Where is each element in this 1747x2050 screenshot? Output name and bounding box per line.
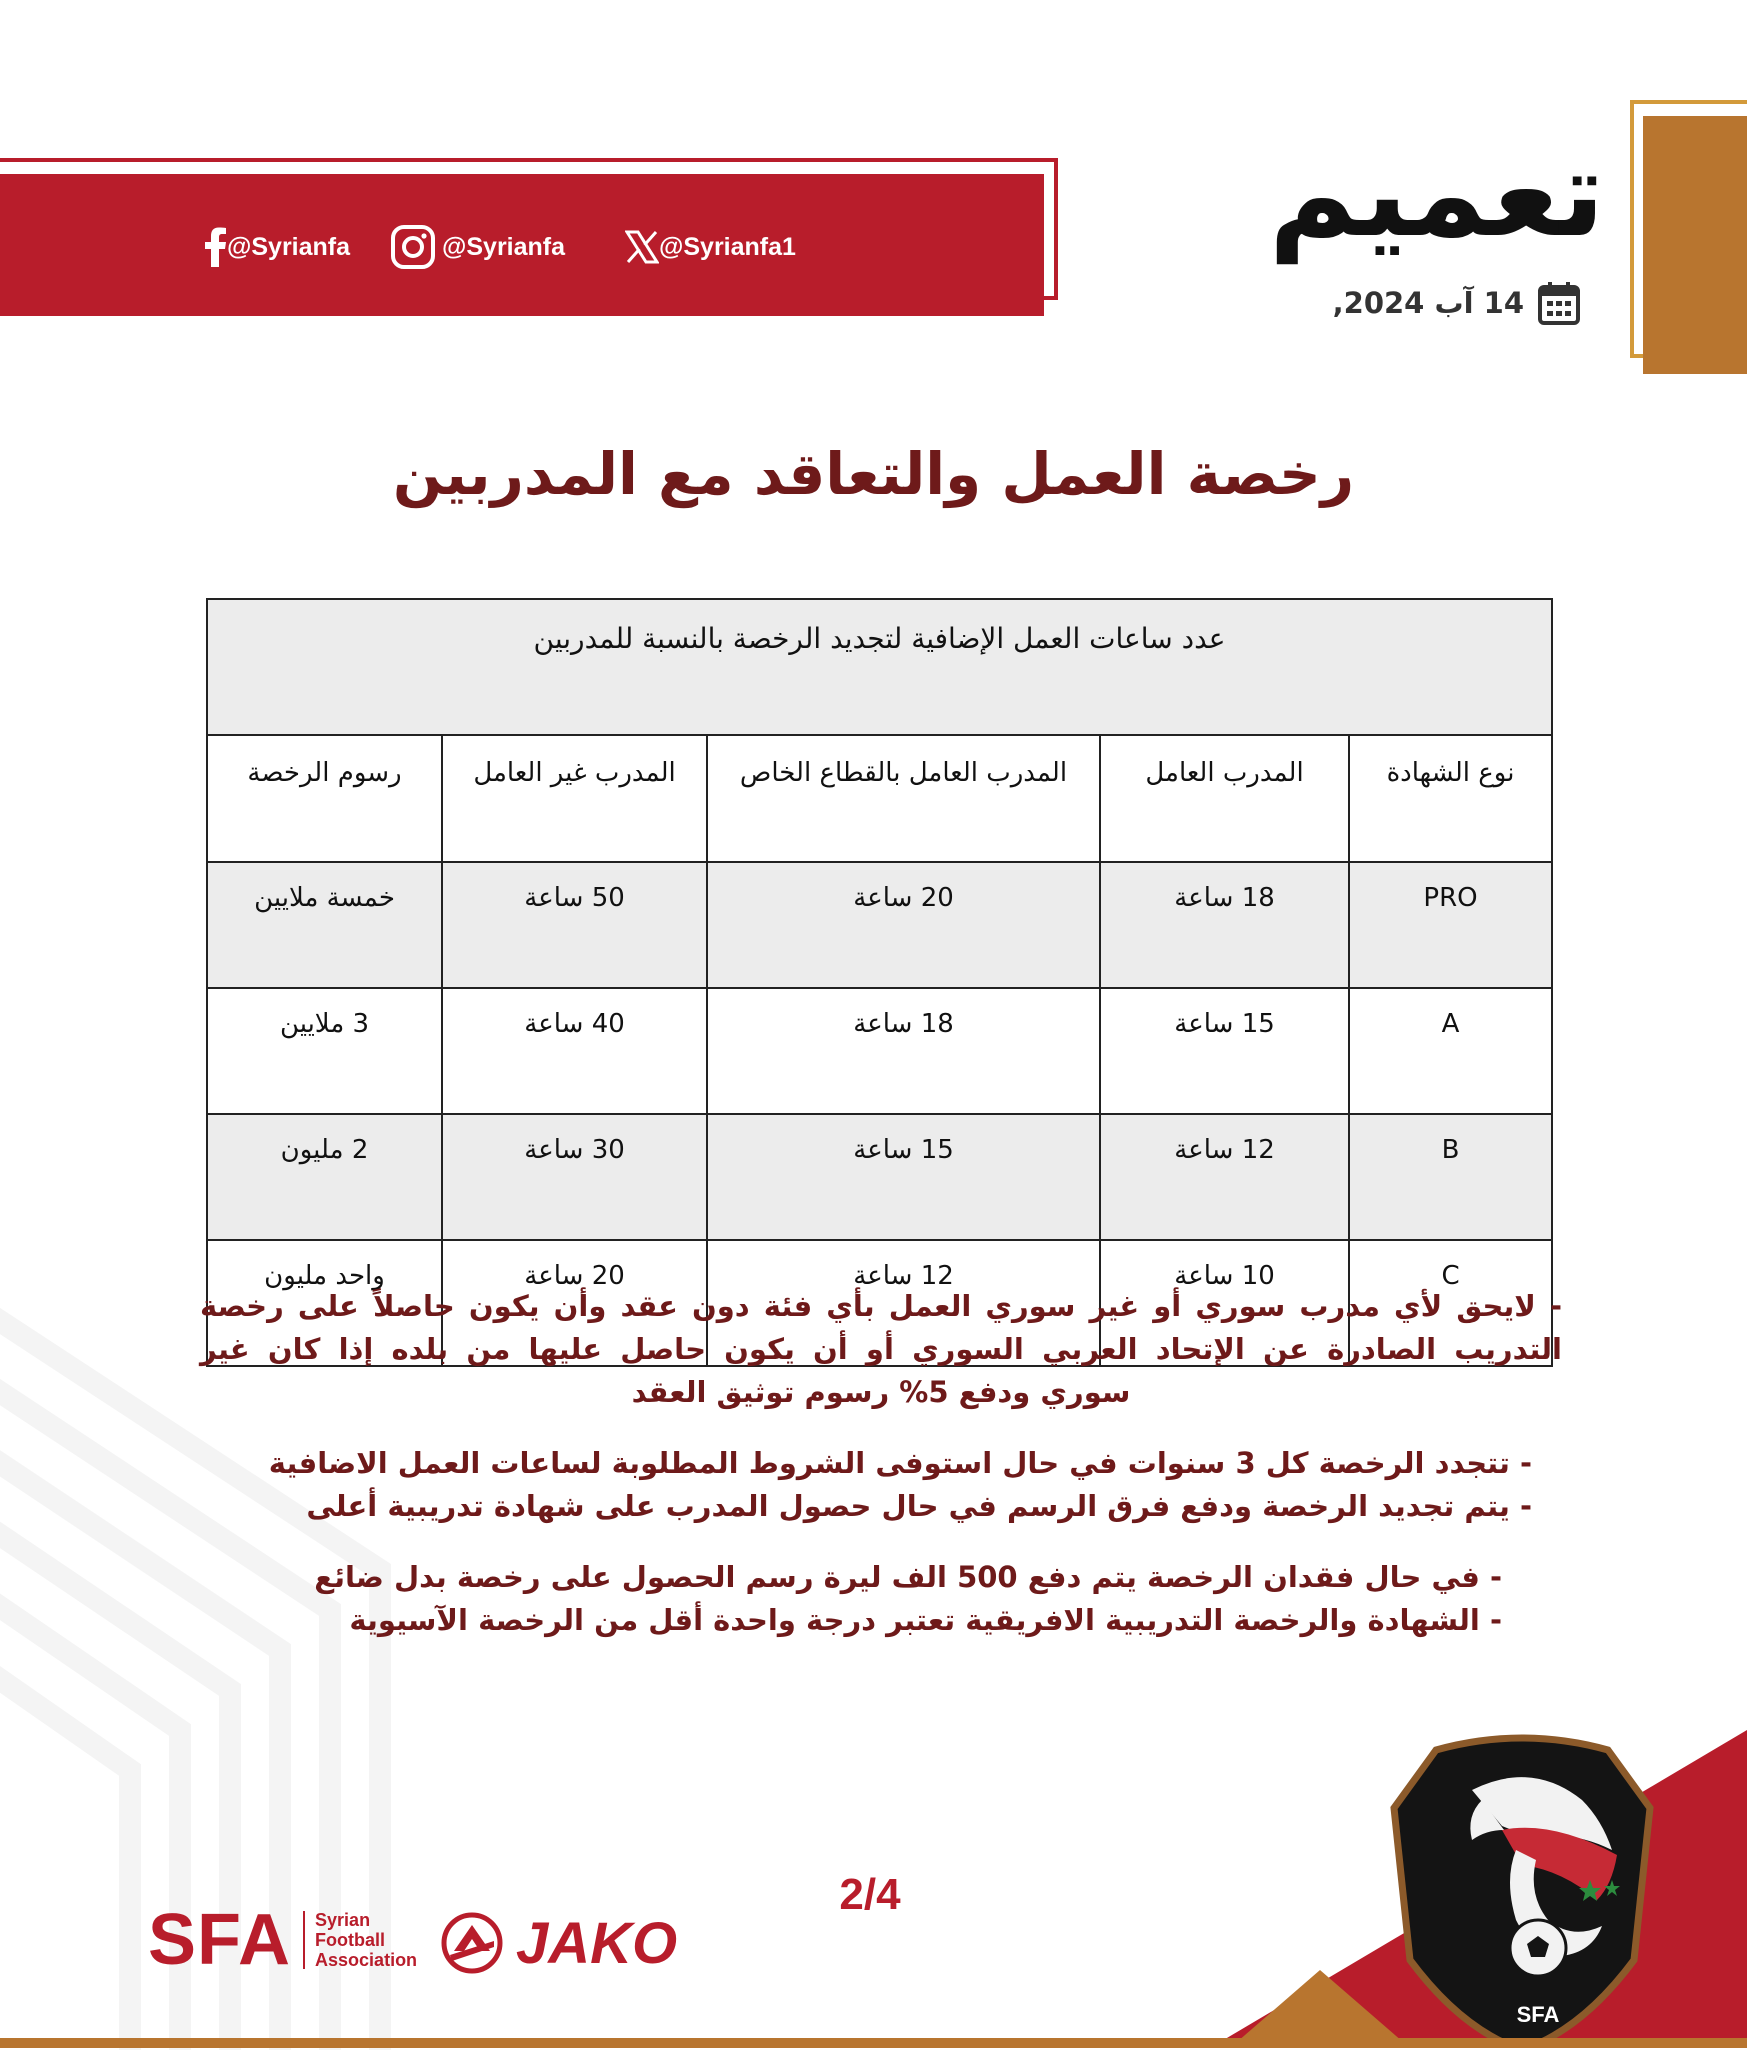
jako-logo [440, 1910, 677, 1976]
table-cell: A [1349, 988, 1552, 1114]
emblem-text: SFA [1516, 2002, 1560, 2027]
main-title: رخصة العمل والتعاقد مع المدربين [392, 440, 1355, 508]
jako-wordmark: JAKO [516, 1910, 678, 1976]
note-line: - تتجدد الرخصة كل 3 سنوات في حال استوفى الشروط المطلوبة لساعات العمل الاضافية [268, 1446, 1532, 1480]
sfa-logo-words [315, 1910, 417, 1970]
table-cell: 15 ساعة [1100, 988, 1349, 1114]
sfa-word: Association [315, 1950, 418, 1970]
notes-section [200, 1285, 1562, 1670]
gold-square [1643, 116, 1747, 374]
sfa-logo [148, 1900, 418, 1980]
bottom-bar [0, 2038, 1747, 2048]
sfa-logo-letters: SFA [148, 1900, 292, 1980]
note-line: - يتم تجديد الرخصة ودفع فرق الرسم في حال حصول المدرب على شهادة تدريبية أعلى [306, 1489, 1532, 1523]
table-header-row [207, 735, 1552, 862]
note-line: - في حال فقدان الرخصة يتم دفع 500 الف ليرة رسم الحصول على رخصة بدل ضائع [314, 1560, 1502, 1594]
table-cell: 18 ساعة [707, 988, 1100, 1114]
table-cell: خمسة ملايين [207, 862, 442, 988]
page-number: 2/4 [839, 1870, 901, 1919]
x-twitter-icon [625, 230, 659, 264]
facebook-link[interactable] [203, 222, 350, 272]
table-cell: 40 ساعة [442, 988, 707, 1114]
header-cell-non-working-coach: المدرب غير العامل [442, 735, 707, 862]
facebook-handle: @Syrianfa [227, 232, 351, 261]
sfa-word: Syrian [315, 1910, 371, 1930]
note-paragraph [200, 1556, 1562, 1642]
table-cell: C [1349, 1240, 1552, 1366]
header-cell-working-coach: المدرب العامل [1100, 735, 1349, 862]
instagram-icon [390, 224, 436, 270]
table-cell: 20 ساعة [442, 1240, 707, 1366]
table-cell: 20 ساعة [707, 862, 1100, 988]
table-cell: B [1349, 1114, 1552, 1240]
note-line: - الشهادة والرخصة التدريبية الافريقية تعتبر درجة واحدة أقل من الرخصة الآسيوية [349, 1603, 1502, 1637]
license-hours-table [206, 598, 1553, 1367]
corner-emblem-area [1150, 1640, 1747, 2048]
table-cell: 2 مليون [207, 1114, 442, 1240]
table-cell: 15 ساعة [707, 1114, 1100, 1240]
logo-divider [303, 1911, 305, 1969]
table-cell: 12 ساعة [1100, 1114, 1349, 1240]
header-cell-private-sector-coach: المدرب العامل بالقطاع الخاص [707, 735, 1100, 862]
x-twitter-link[interactable] [625, 222, 796, 272]
date-row [1320, 280, 1580, 326]
table-row [207, 1114, 1552, 1240]
note-paragraph [200, 1285, 1562, 1414]
table-cell: 30 ساعة [442, 1114, 707, 1240]
table-cell: 18 ساعة [1100, 862, 1349, 988]
table-caption: عدد ساعات العمل الإضافية لتجديد الرخصة بالنسبة للمدربين [207, 599, 1552, 735]
page-heading-circular: تعميم [1268, 125, 1605, 264]
x-handle: @Syrianfa1 [659, 232, 796, 261]
instagram-handle: @Syrianfa [442, 232, 566, 261]
sfa-word: Football [315, 1930, 386, 1950]
header-cell-certificate-type: نوع الشهادة [1349, 735, 1552, 862]
facebook-icon [203, 227, 227, 267]
table-cell: 10 ساعة [1100, 1240, 1349, 1366]
table-row [207, 862, 1552, 988]
table-cell: 3 ملايين [207, 988, 442, 1114]
table-row [207, 988, 1552, 1114]
note-line: - لايحق لأي مدرب سوري أو غير سوري العمل بأي فئة دون عقد وأن يكون حاصلاً على رخصة [200, 1289, 1562, 1323]
note-line: التدريب الصادرة عن الإتحاد العربي السوري أو أن يكون حاصل عليها من بلده إذا كان غير [200, 1332, 1562, 1366]
jako-emblem-icon [440, 1911, 504, 1975]
date-text: 14 آب 2024, [1332, 286, 1524, 320]
note-paragraph [200, 1442, 1562, 1528]
table-cell: PRO [1349, 862, 1552, 988]
calendar-icon [1538, 281, 1580, 325]
table-cell: 12 ساعة [707, 1240, 1100, 1366]
note-line: سوري ودفع 5% رسوم توثيق العقد [631, 1375, 1131, 1409]
table-cell: 50 ساعة [442, 862, 707, 988]
instagram-link[interactable] [390, 222, 565, 272]
table-cell: واحد مليون [207, 1240, 442, 1366]
header-cell-license-fee: رسوم الرخصة [207, 735, 442, 862]
